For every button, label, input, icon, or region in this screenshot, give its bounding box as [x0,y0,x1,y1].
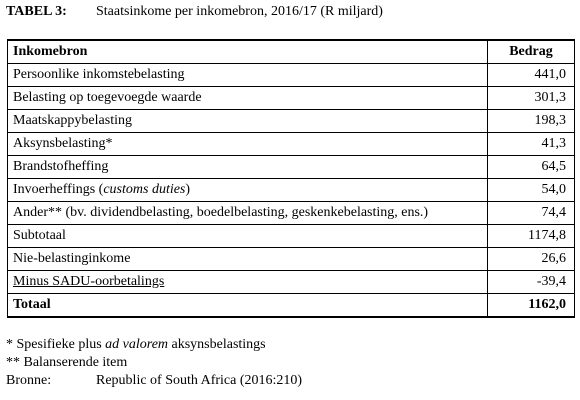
table-row [8,225,575,248]
row-source-underlined: Minus SADU-oorbetalings [13,274,165,289]
table-header-row [8,40,575,64]
row-source: Brandstofheffing [8,156,488,179]
row-source: Persoonlike inkomstebelasting [8,64,488,87]
row-amount: -39,4 [488,271,575,294]
table-row [8,64,575,87]
table-total-row [8,294,575,318]
row-source [8,271,488,294]
table-row [8,87,575,110]
table-number: TABEL 3: [6,4,67,19]
row-source: Maatskappybelasting [8,110,488,133]
table-row [8,179,575,202]
footnote-1 [6,336,266,354]
row-amount: 64,5 [488,156,575,179]
row-amount: 41,3 [488,133,575,156]
table-row [8,110,575,133]
table-row [8,271,575,294]
footnote-1-text-end: aksynsbelastings [168,337,266,352]
header-source: Inkomebron [8,40,488,64]
row-amount: 74,4 [488,202,575,225]
row-source-text-end: ) [185,182,191,197]
table-row [8,202,575,225]
table-title [6,4,383,20]
row-source: Aksynsbelasting* [8,133,488,156]
row-source [8,179,488,202]
row-amount: 301,3 [488,87,575,110]
row-source: Ander** (bv. dividendbelasting, boedelbelasting, geskenkebelasting, ens.) [8,202,488,225]
row-source-text: Invoerheffings ( [13,182,104,197]
row-source: Belasting op toegevoegde waarde [8,87,488,110]
footnote-2: ** Balanserende item [6,355,128,370]
footnote-1-text: * Spesifieke plus [6,337,106,352]
row-amount: 198,3 [488,110,575,133]
total-source: Totaal [8,294,488,318]
row-amount: 26,6 [488,248,575,271]
row-amount: 54,0 [488,179,575,202]
row-amount: 441,0 [488,64,575,87]
header-amount: Bedrag [488,40,575,64]
table-row [8,248,575,271]
total-amount: 1162,0 [488,294,575,318]
table-row [8,156,575,179]
table-caption: Staatsinkome per inkomebron, 2016/17 (R miljard) [96,4,383,19]
row-amount: 1174,8 [488,225,575,248]
row-source-italic: customs duties [103,182,186,197]
table-row [8,133,575,156]
revenue-table [7,39,575,318]
sources-label: Bronne: [6,373,52,388]
footnote-1-italic: ad valorem [105,337,169,352]
row-source: Subtotaal [8,225,488,248]
row-source: Nie-belastinginkome [8,248,488,271]
sources-line [6,372,303,390]
sources-value: Republic of South Africa (2016:210) [96,373,303,388]
footnotes [6,336,303,390]
